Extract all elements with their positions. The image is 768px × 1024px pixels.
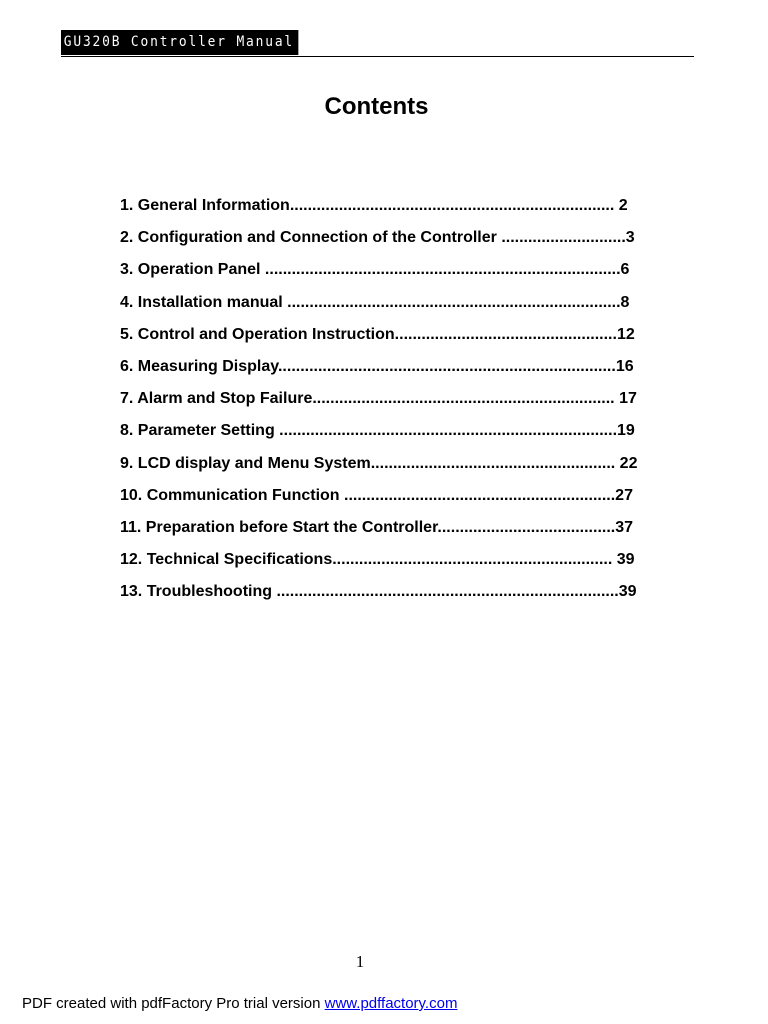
toc-entry-technical-specifications: 12. Technical Specifications............................................................... 39 — [120, 551, 635, 569]
toc-entry-configuration-connection: 2. Configuration and Connection of the Controller ............................3 — [120, 229, 635, 247]
footer-text: PDF created with pdfFactory Pro trial version — [22, 995, 325, 1012]
toc-entry-troubleshooting: 13. Troubleshooting .............................................................................39 — [120, 583, 637, 601]
page-title: Contents — [324, 93, 429, 120]
toc-entry-control-operation-instruction: 5. Control and Operation Instruction..................................................12 — [120, 325, 635, 343]
toc-entry-preparation-before-start: 11. Preparation before Start the Controller........................................37 — [120, 518, 634, 536]
toc-entry-communication-function: 10. Communication Function .............................................................27 — [120, 486, 633, 504]
header-rule — [61, 56, 694, 57]
pdf-footer — [22, 994, 457, 1014]
toc-entry-operation-panel: 3. Operation Panel ................................................................................6 — [120, 261, 630, 279]
pdffactory-link[interactable]: www.pdffactory.com — [324, 995, 458, 1012]
page-number: 1 — [355, 952, 365, 971]
toc-entry-alarm-stop-failure: 7. Alarm and Stop Failure.................................................................... 17 — [120, 390, 637, 408]
toc-entry-lcd-display-menu: 9. LCD display and Menu System....................................................... 22 — [120, 454, 638, 472]
toc-entry-measuring-display: 6. Measuring Display............................................................................16 — [120, 357, 634, 375]
toc-entry-general-information: 1. General Information......................................................................... 2 — [120, 197, 628, 214]
toc-entry-parameter-setting: 8. Parameter Setting ............................................................................19 — [120, 422, 635, 440]
manual-header-label: GU320B Controller Manual — [61, 30, 299, 55]
table-of-contents — [120, 192, 680, 610]
toc-entry-installation-manual: 4. Installation manual ...........................................................................8 — [120, 293, 630, 311]
